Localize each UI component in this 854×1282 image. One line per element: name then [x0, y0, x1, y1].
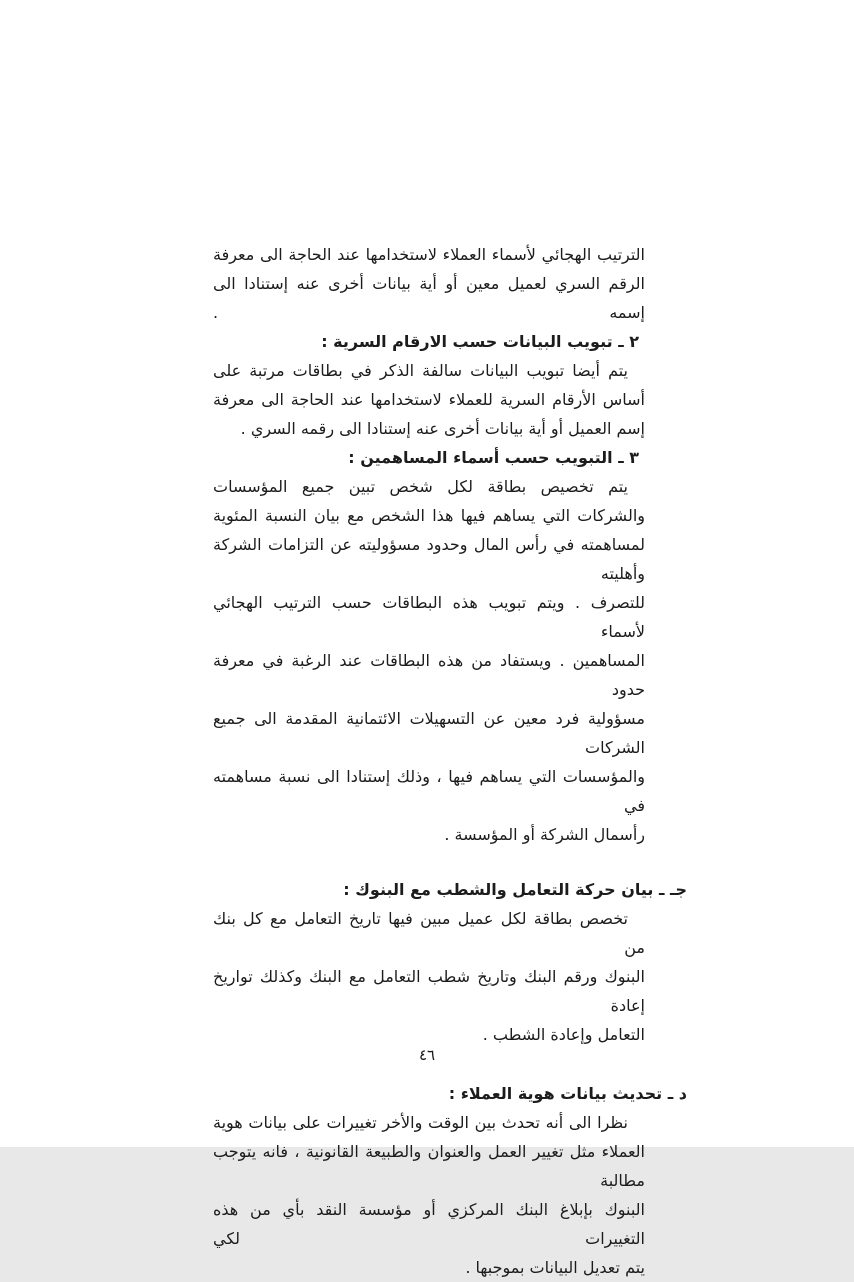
section-heading-jeem: جـ ـ بيان حركة التعامل والشطب مع البنوك :: [343, 880, 687, 899]
paragraph-line: أساس الأرقام السرية للعملاء لاستخدامها عند الحاجة الى معرفة: [213, 390, 645, 409]
paragraph-line: المساهمين . ويستفاد من هذه البطاقات عند الرغبة في معرفة حدود: [213, 651, 645, 699]
paragraph-line: البنوك ورقم البنك وتاريخ شطب التعامل مع البنك وكذلك تواريخ إعادة: [213, 967, 645, 1015]
page-number: ٤٦: [418, 1046, 436, 1064]
paragraph-line: يتم تعديل البيانات بموجبها .: [465, 1258, 645, 1277]
paragraph-line: يتم تخصيص بطاقة لكل شخص تبين جميع المؤسسات: [213, 477, 628, 496]
page-text-block: [213, 240, 687, 1282]
section-gap: [213, 849, 645, 875]
paragraph-line: البنوك بإبلاغ البنك المركزي أو مؤسسة النقد بأي من هذه التغييرات لكي: [213, 1200, 645, 1248]
paragraph-line: التعامل وإعادة الشطب .: [482, 1025, 645, 1044]
paragraph-line: نظرا الى أنه تحدث بين الوقت والأخر تغييرات على بيانات هوية: [213, 1113, 628, 1132]
paragraph-line: للتصرف . ويتم تبويب هذه البطاقات حسب الترتيب الهجائي لأسماء: [213, 593, 645, 641]
paragraph-line: الترتيب الهجائي لأسماء العملاء لاستخدامها عند الحاجة الى معرفة: [213, 245, 645, 264]
paragraph-line: تخصص بطاقة لكل عميل مبين فيها تاريخ التعامل مع كل بنك من: [213, 909, 645, 957]
paragraph-line: يتم أيضا تبويب البيانات سالفة الذكر في بطاقات مرتبة على: [213, 361, 628, 380]
paragraph-line: إسم العميل أو أية بيانات أخرى عنه إستنادا الى رقمه السري .: [240, 419, 645, 438]
section-heading-dal: د ـ تحديث بيانات هوية العملاء :: [448, 1084, 687, 1103]
paragraph-line: الرقم السري لعميل معين أو أية بيانات أخرى عنه إستنادا الى إسمه .: [213, 274, 645, 322]
section-heading-2: ٢ ـ تبويب البيانات حسب الارقام السرية :: [321, 332, 639, 351]
paragraph-line: العملاء مثل تغيير العمل والعنوان والطبيعة القانونية ، فانه يتوجب مطالبة: [213, 1142, 645, 1190]
paragraph-line: رأسمال الشركة أو المؤسسة .: [444, 825, 645, 844]
paragraph-line: لمساهمته في رأس المال وحدود مسؤوليته عن التزامات الشركة وأهليته: [213, 535, 645, 583]
paragraph-line: والمؤسسات التي يساهم فيها ، وذلك إستنادا الى نسبة مساهمته في: [213, 767, 645, 815]
paragraph-line: مسؤولية فرد معين عن التسهيلات الائتمانية المقدمة الى جميع الشركات: [213, 709, 645, 757]
paragraph-line: والشركات التي يساهم فيها هذا الشخص مع بيان النسبة المئوية: [213, 506, 645, 525]
section-heading-3: ٣ ـ التبويب حسب أسماء المساهمين :: [348, 448, 639, 467]
